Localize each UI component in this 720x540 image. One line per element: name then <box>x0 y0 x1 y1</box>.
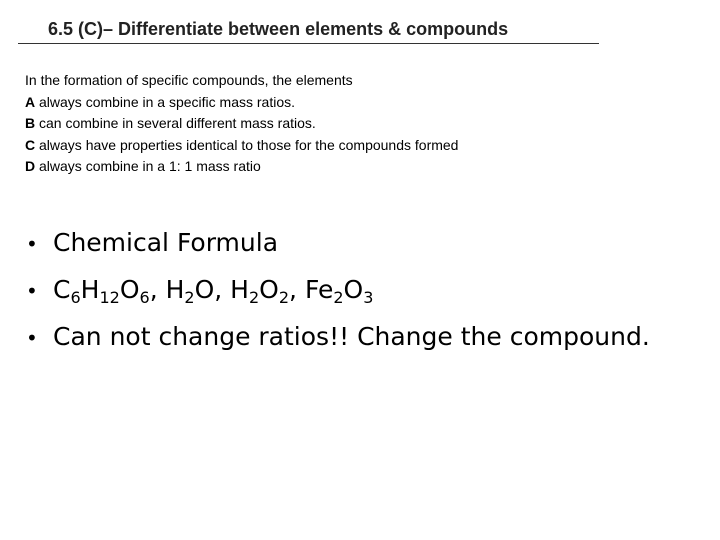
bullet-dot-icon: • <box>26 326 38 350</box>
option-a <box>25 92 458 114</box>
title-underline <box>18 43 599 44</box>
option-c-letter: C <box>25 136 36 153</box>
option-c-text: always have properties identical to those for the compounds formed <box>35 136 459 153</box>
option-b <box>25 113 458 135</box>
formula-examples: $C_6H_{12}O_6$, $H_2O$, $H_2O_2$, $Fe_2O_3$ <box>53 275 374 307</box>
bullet-chemical-formula <box>26 220 650 267</box>
question-block <box>25 70 458 178</box>
bullet-dot-icon: • <box>26 232 38 256</box>
option-b-text: can combine in several different mass ratios. <box>35 115 316 131</box>
option-a-letter: A <box>25 93 36 110</box>
bullet-cannot-change-ratios <box>26 314 650 361</box>
option-d-letter: D <box>25 158 36 174</box>
option-a-text: always combine in a specific mass ratios. <box>35 93 295 110</box>
bullet-text: Chemical Formula <box>53 228 279 257</box>
bullet-text: Can not change ratios!! Change the compound. <box>53 322 650 351</box>
bullet-dot-icon: • <box>26 279 38 303</box>
option-d <box>25 156 458 178</box>
option-c <box>25 135 458 157</box>
bullet-formula-examples <box>26 267 650 314</box>
option-b-letter: B <box>25 115 36 131</box>
option-d-text: always combine in a 1: 1 mass ratio <box>35 158 261 174</box>
bullet-list <box>26 220 650 361</box>
question-stem: In the formation of specific compounds, the elements <box>25 72 353 88</box>
slide-title: 6.5 (C)– Differentiate between elements & compounds <box>48 19 509 39</box>
